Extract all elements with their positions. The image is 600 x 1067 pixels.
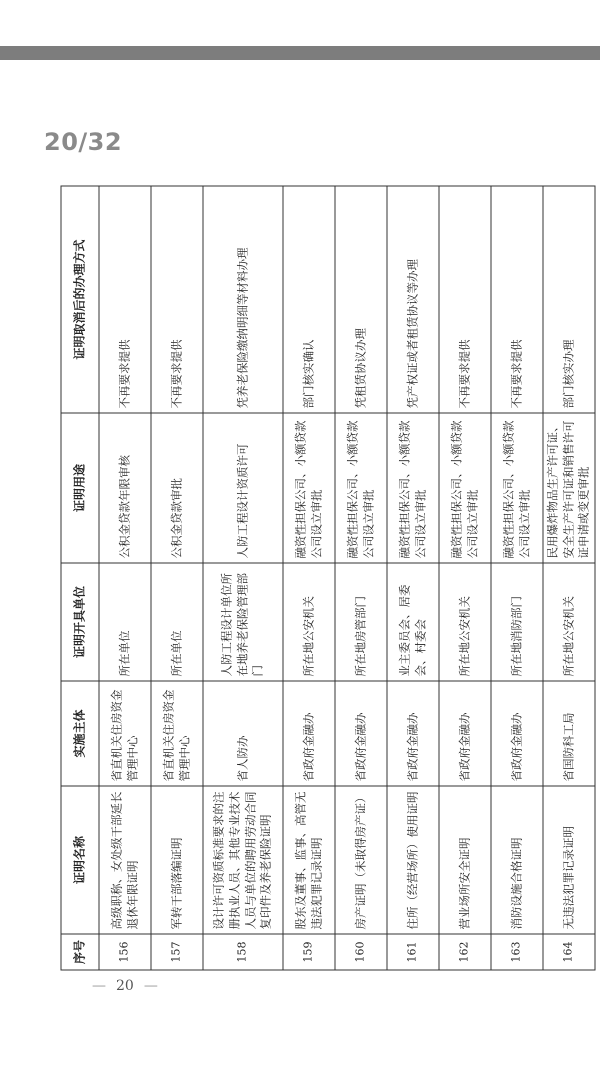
cell-issuer: 所在地公安机关 bbox=[439, 563, 491, 681]
cell-seq: 156 bbox=[99, 934, 151, 970]
cell-issuer: 所在单位 bbox=[99, 563, 151, 681]
header-seq: 序号 bbox=[61, 934, 99, 970]
table-row bbox=[99, 186, 151, 970]
footer-dash-left: — bbox=[92, 978, 106, 994]
table-header-row bbox=[61, 186, 99, 970]
cell-issuer: 所在地公安机关 bbox=[543, 563, 595, 681]
cell-seq: 161 bbox=[387, 934, 439, 970]
cell-implementer: 省国防科工局 bbox=[543, 681, 595, 786]
cell-implementer: 省政府金融办 bbox=[491, 681, 543, 786]
cell-implementer: 省政府金融办 bbox=[387, 681, 439, 786]
header-implementer: 实施主体 bbox=[61, 681, 99, 786]
table-row bbox=[335, 186, 387, 970]
cell-issuer: 所在地公安机关 bbox=[283, 563, 335, 681]
cell-implementer: 省人防办 bbox=[203, 681, 283, 786]
cell-seq: 162 bbox=[439, 934, 491, 970]
cell-purpose: 人防工程设计资质许可 bbox=[203, 413, 283, 563]
cell-cert-name: 设计许可资质标准要求的注册执业人员、其他专业技术人员与单位的聘用劳动合同复印件及养老保险证明 bbox=[203, 786, 283, 934]
cell-purpose: 公积金贷款年限审核 bbox=[99, 413, 151, 563]
cell-issuer: 所在地消防部门 bbox=[491, 563, 543, 681]
cell-cert-name: 营业场所安全证明 bbox=[439, 786, 491, 934]
cell-seq: 157 bbox=[151, 934, 203, 970]
cell-handling: 不再要求提供 bbox=[491, 186, 543, 413]
cell-purpose: 融资性担保公司、小额贷款公司设立审批 bbox=[491, 413, 543, 563]
cell-implementer: 省直机关住房资金管理中心 bbox=[99, 681, 151, 786]
cell-implementer: 省政府金融办 bbox=[283, 681, 335, 786]
cell-handling: 部门核实办理 bbox=[543, 186, 595, 413]
cell-handling: 部门核实确认 bbox=[283, 186, 335, 413]
page-number: 20 bbox=[116, 978, 134, 994]
cell-issuer: 业主委员会、居委会、村委会 bbox=[387, 563, 439, 681]
cell-purpose: 融资性担保公司、小额贷款公司设立审批 bbox=[283, 413, 335, 563]
page-counter: 20/32 bbox=[44, 128, 123, 156]
table-row bbox=[387, 186, 439, 970]
cell-seq: 159 bbox=[283, 934, 335, 970]
header-handling: 证明取消后的办理方式 bbox=[61, 186, 99, 413]
cell-handling: 凭租赁协议办理 bbox=[335, 186, 387, 413]
cell-purpose: 融资性担保公司、小额贷款公司设立审批 bbox=[439, 413, 491, 563]
table-row bbox=[491, 186, 543, 970]
document-page bbox=[60, 185, 591, 970]
cell-cert-name: 军转干部落编证明 bbox=[151, 786, 203, 934]
table-row bbox=[203, 186, 283, 970]
cell-seq: 158 bbox=[203, 934, 283, 970]
header-issuer: 证明开具单位 bbox=[61, 563, 99, 681]
cell-seq: 160 bbox=[335, 934, 387, 970]
cell-issuer: 所在地房管部门 bbox=[335, 563, 387, 681]
cell-implementer: 省直机关住房资金管理中心 bbox=[151, 681, 203, 786]
cell-purpose: 公积金贷款审批 bbox=[151, 413, 203, 563]
cell-cert-name: 无违法犯罪记录证明 bbox=[543, 786, 595, 934]
cell-seq: 164 bbox=[543, 934, 595, 970]
certificate-table bbox=[60, 185, 595, 970]
cell-handling: 不再要求提供 bbox=[99, 186, 151, 413]
cell-cert-name: 房产证明（未取得房产证） bbox=[335, 786, 387, 934]
cell-purpose: 民用爆炸物品生产许可证、安全生产许可证和销售许可证申请或变更审批 bbox=[543, 413, 595, 563]
page-footer bbox=[82, 978, 168, 994]
cell-cert-name: 高级职称、女处级干部延长退休年限证明 bbox=[99, 786, 151, 934]
cell-handling: 不再要求提供 bbox=[439, 186, 491, 413]
cell-issuer: 人防工程设计单位所在地养老保险管理部门 bbox=[203, 563, 283, 681]
cell-cert-name: 住所（经营场所）使用证明 bbox=[387, 786, 439, 934]
table-row bbox=[283, 186, 335, 970]
table-row bbox=[543, 186, 595, 970]
cell-handling: 不再要求提供 bbox=[151, 186, 203, 413]
footer-dash-right: — bbox=[143, 978, 158, 994]
cell-seq: 163 bbox=[491, 934, 543, 970]
cell-handling: 凭产权证或者租赁协议等办理 bbox=[387, 186, 439, 413]
header-purpose: 证明用途 bbox=[61, 413, 99, 563]
table-row bbox=[439, 186, 491, 970]
cell-implementer: 省政府金融办 bbox=[335, 681, 387, 786]
cell-implementer: 省政府金融办 bbox=[439, 681, 491, 786]
cell-cert-name: 消防设施合格证明 bbox=[491, 786, 543, 934]
cell-purpose: 融资性担保公司、小额贷款公司设立审批 bbox=[335, 413, 387, 563]
viewer-top-bar bbox=[0, 46, 600, 60]
cell-issuer: 所在单位 bbox=[151, 563, 203, 681]
cell-purpose: 融资性担保公司、小额贷款公司设立审批 bbox=[387, 413, 439, 563]
cell-cert-name: 股东及董事、监事、高管无违法犯罪记录证明 bbox=[283, 786, 335, 934]
rotated-table-container bbox=[60, 185, 591, 970]
header-cert-name: 证明名称 bbox=[61, 786, 99, 934]
cell-handling: 凭养老保险缴纳明细等材料办理 bbox=[203, 186, 283, 413]
table-row bbox=[151, 186, 203, 970]
